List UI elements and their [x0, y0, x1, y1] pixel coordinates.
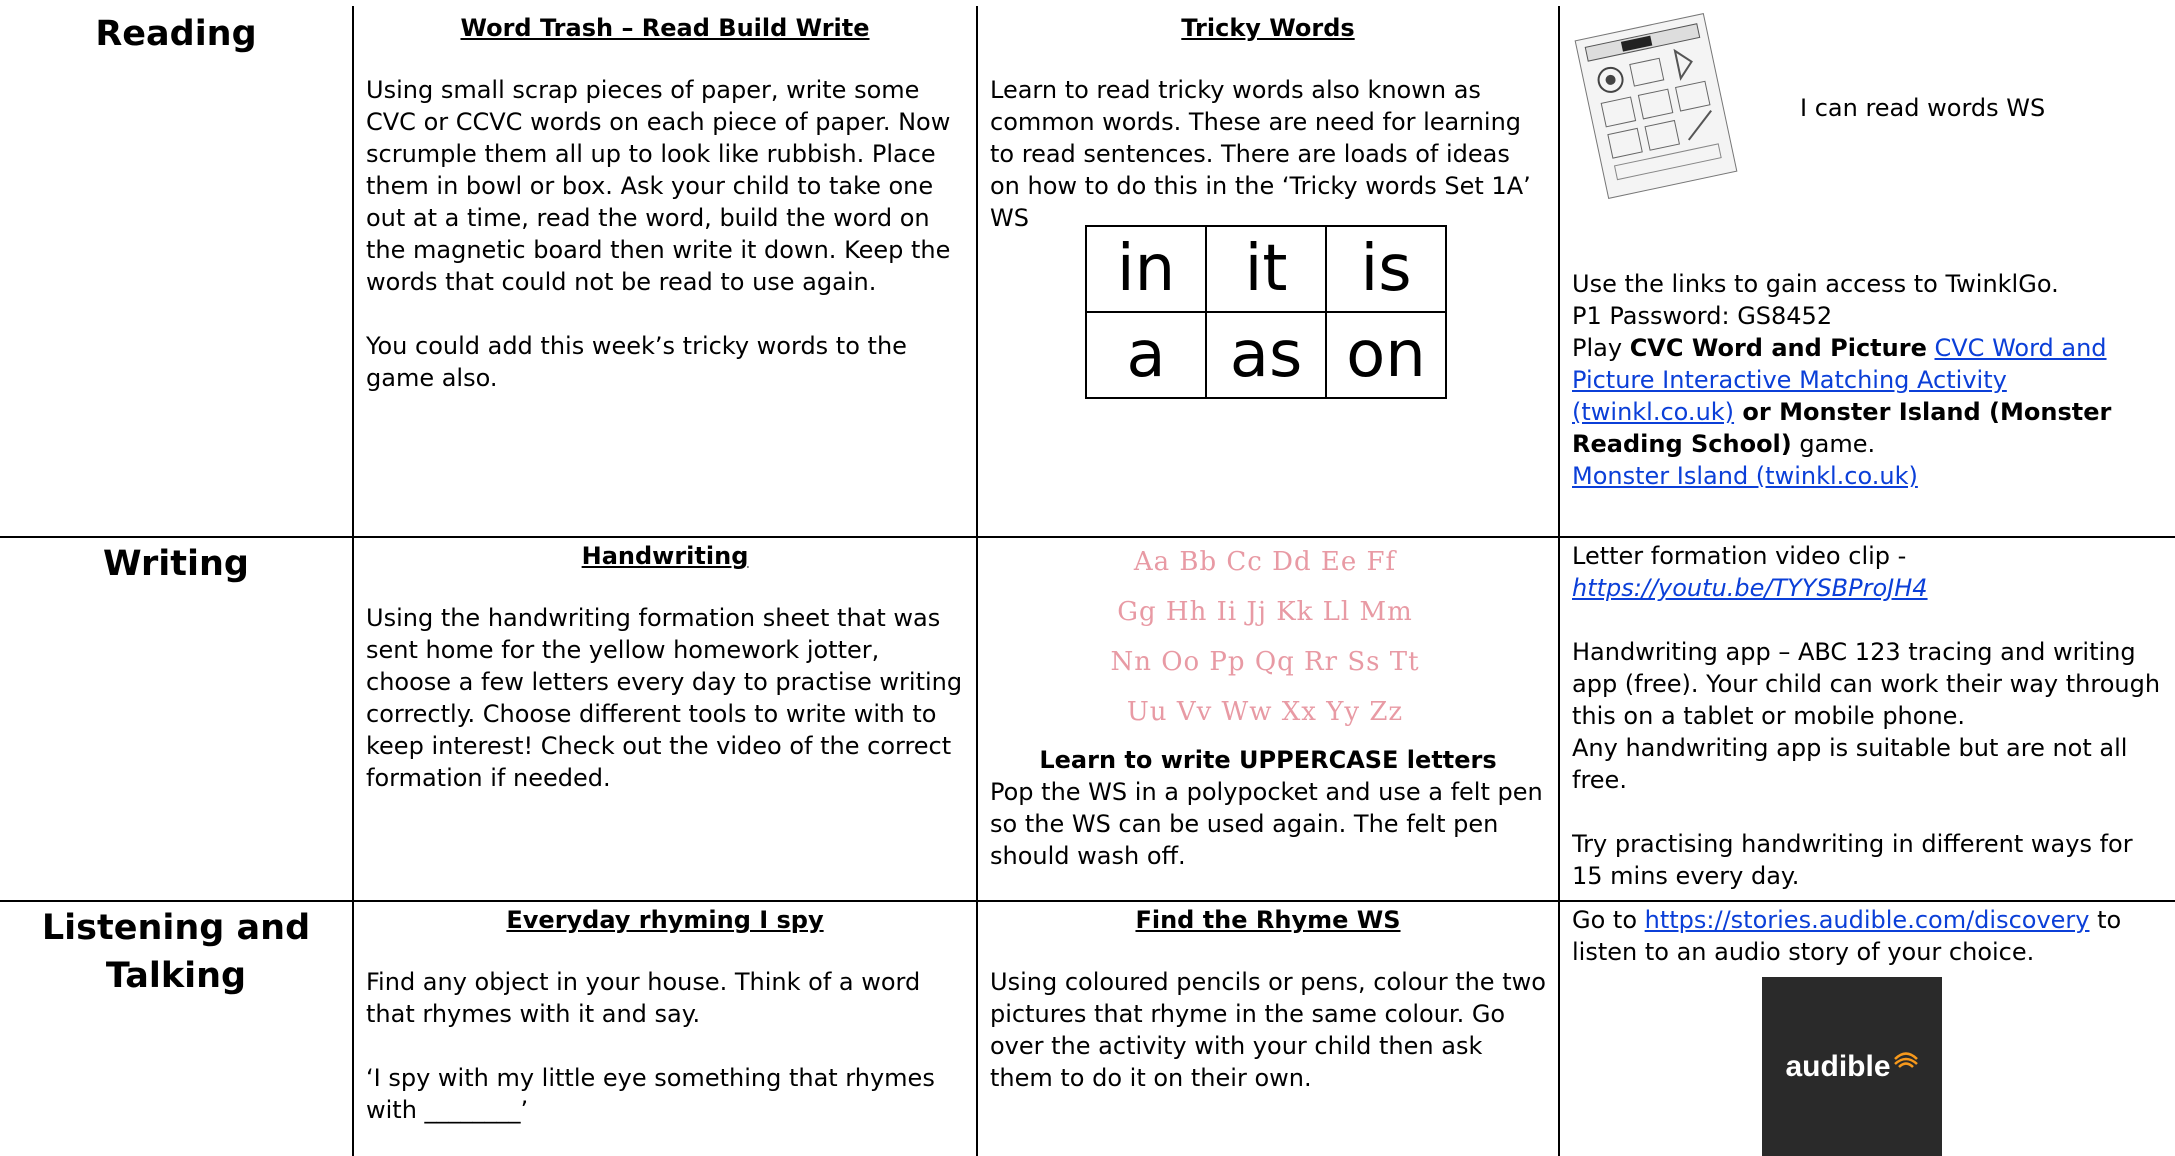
go-to-text: Go to [1572, 906, 1645, 934]
video-link[interactable]: https://youtu.be/TYYSBProJH4 [1572, 574, 1928, 602]
game-suffix: game. [1791, 430, 1876, 458]
column-divider [976, 6, 978, 1156]
word-trash-cell [366, 12, 964, 532]
worksheet-thumbnail [1575, 13, 1738, 199]
tricky-word: is [1326, 226, 1446, 312]
letter-row: Nn Oo Pp Qq Rr Ss Tt [1110, 647, 1420, 677]
handwriting-cell [366, 540, 964, 896]
find-rhyme-cell [990, 904, 1546, 1156]
twinkl-links-cell [1572, 268, 2168, 532]
rhyming-i-spy-title: Everyday rhyming I spy [506, 906, 824, 934]
word-trash-instructions: Using small scrap pieces of paper, write some CVC or CCVC words on each piece of paper. Now scrumple them all up to look like rubbish. Place them in bowl or box. Ask your child to take one out at a time, read the word, build the word on the magnetic board then write it down. Keep the words that could not be read to use again. [366, 76, 951, 296]
tricky-word: as [1206, 312, 1326, 398]
tricky-words-title: Tricky Words [1181, 14, 1355, 42]
play-game-name: CVC Word and Picture [1629, 334, 1927, 362]
handwriting-title: Handwriting [581, 542, 749, 570]
audible-link[interactable]: https://stories.audible.com/discovery [1644, 906, 2090, 934]
find-rhyme-instructions: Using coloured pencils or pens, colour the two pictures that rhyme in the same colour. Go over the activity with your child then ask them to do it on their own. [990, 968, 1546, 1092]
tricky-word: in [1086, 226, 1206, 312]
column-divider [1558, 6, 1560, 1156]
worksheet-label: I can read words WS [1800, 94, 2046, 122]
uppercase-caption: Learn to write UPPERCASE letters [1039, 746, 1497, 774]
word-trash-title: Word Trash – Read Build Write [460, 14, 870, 42]
tricky-words-table [1085, 225, 1447, 399]
audible-logo [1762, 977, 1942, 1156]
tricky-word: a [1086, 312, 1206, 398]
play-instructions [1572, 332, 2168, 460]
letter-row: Aa Bb Cc Dd Ee Ff [1133, 547, 1397, 577]
rhyming-i-spy-cell [366, 904, 964, 1156]
app-note: Any handwriting app is suitable but are not all free. [1572, 734, 2128, 794]
app-description: Handwriting app – ABC 123 tracing and writing app (free). Your child can work their way through this on a tablet or mobile phone. [1572, 638, 2161, 730]
tricky-words-instructions: Learn to read tricky words also known as common words. These are need for learning to read sentences. There are loads of ideas on how to do this in the ‘Tricky words Set 1A’ WS [990, 76, 1531, 232]
handwriting-instructions: Using the handwriting formation sheet that was sent home for the yellow homework jotter, choose a few letters every day to practise writing correctly. Choose different tools to write with to keep interest! Check out the video of the correct formation if needed. [366, 604, 963, 792]
row-heading-writing: Writing [103, 544, 249, 584]
rhyming-i-spy-instructions: Find any object in your house. Think of a word that rhymes with it and say. [366, 968, 921, 1028]
uppercase-cell [990, 744, 1546, 894]
tricky-word: it [1206, 226, 1326, 312]
rhyming-i-spy-phrase: ‘I spy with my little eye something that rhymes with ________’ [366, 1064, 935, 1124]
find-rhyme-title: Find the Rhyme WS [1135, 906, 1401, 934]
row-divider [0, 536, 2175, 538]
row-divider [0, 900, 2175, 902]
uppercase-instructions: Pop the WS in a polypocket and use a felt pen so the WS can be used again. The felt pen should wash off. [990, 778, 1543, 870]
audible-cell [1572, 904, 2168, 984]
or-monster-island: or Monster Island (Monster Reading School) [1572, 398, 2112, 458]
letter-row: Uu Vv Ww Xx Yy Zz [1126, 697, 1404, 727]
practise-note: Try practising handwriting in different ways for 15 mins every day. [1572, 830, 2133, 890]
twinkl-intro: Use the links to gain access to TwinklGo. [1572, 270, 2059, 298]
audible-wave-icon [1893, 1050, 1919, 1070]
monster-island-link[interactable]: Monster Island (twinkl.co.uk) [1572, 462, 1918, 490]
cvc-matching-link[interactable]: CVC Word and Picture Interactive Matching Activity (twinkl.co.uk) [1572, 334, 2107, 426]
tricky-word: on [1326, 312, 1446, 398]
worksheet-thumbnail-image [1576, 14, 1736, 198]
column-divider [352, 6, 354, 1156]
row-heading-reading: Reading [95, 14, 257, 54]
word-trash-note: You could add this week’s tricky words to the game also. [366, 332, 907, 392]
password-text: P1 Password: GS8452 [1572, 302, 1833, 330]
audible-logo-text: audible [1785, 1049, 1891, 1083]
video-label: Letter formation video clip - [1572, 542, 1907, 570]
letter-sheet-image [1110, 537, 1420, 737]
row-heading-listening: Listening and Talking [41, 908, 311, 996]
letter-row: Gg Hh Ii Jj Kk Ll Mm [1117, 597, 1413, 627]
handwriting-resources-cell [1572, 540, 2168, 896]
play-prefix: Play [1572, 334, 1630, 362]
audible-suffix: to listen to an audio story of your choice. [1572, 906, 2122, 966]
